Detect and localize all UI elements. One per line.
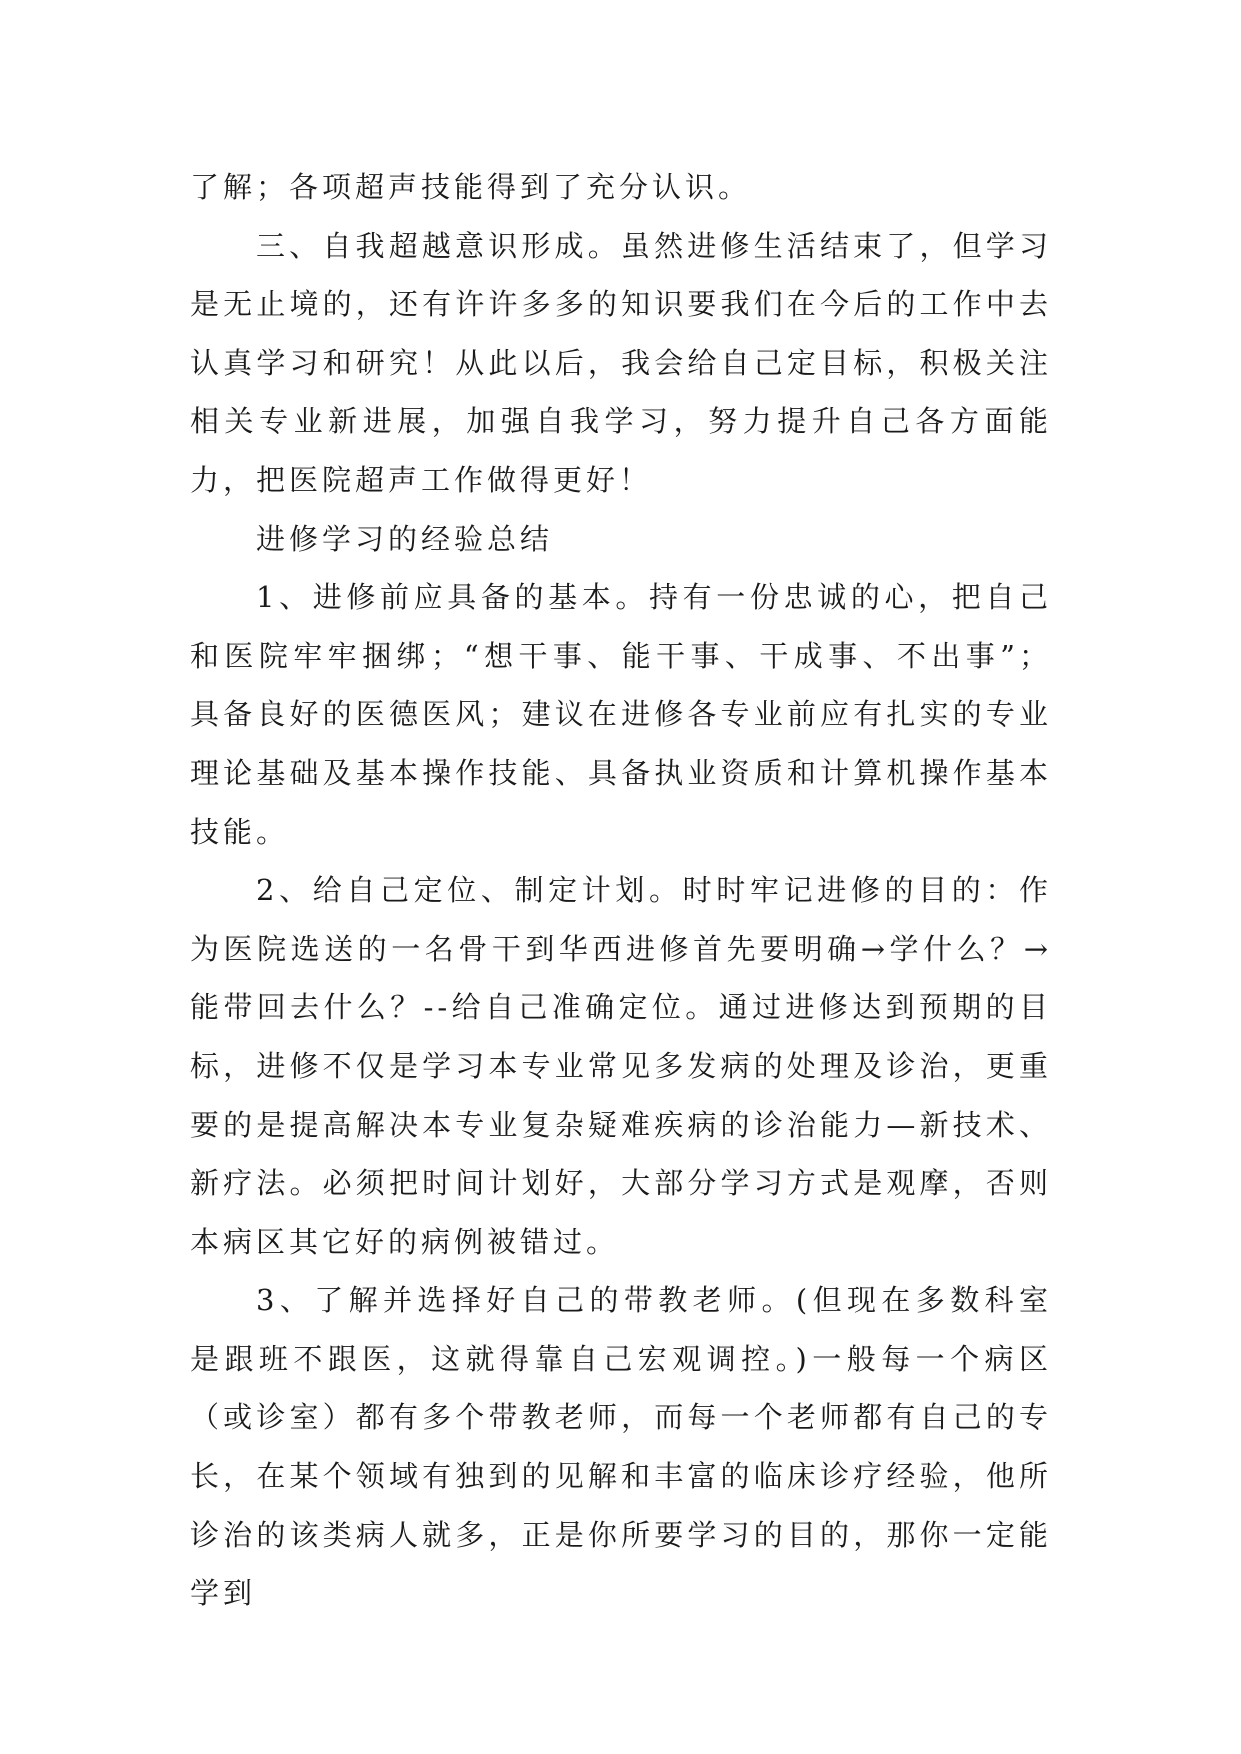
section-heading: 进修学习的经验总结	[256, 521, 554, 556]
paragraph-point-2: 2、给自己定位、制定计划。时时牢记进修的目的：作为医院选送的一名骨干到华西进修首先要明确→学什么？→能带回去什么？--给自己准确定位。通过进修达到预期的目标，进修不仅是学习本专业常见多发病的处理及诊治，更重要的是提高解决本专业复杂疑难疾病的诊治能力—新技术、新疗法。必须把时间计划好，大部分学习方式是观摩，否则本病区其它好的病例被错过。	[190, 873, 1052, 1259]
paragraph-continuation: 了解；各项超声技能得到了充分认识。	[190, 170, 752, 204]
paragraph-point-1: 1、进修前应具备的基本。持有一份忠诚的心，把自己和医院牢牢捆绑；“想干事、能干事、干成事、不出事”；具备良好的医德医风；建议在进修各专业前应有扎实的专业理论基础及基本操作技能、具备执业资质和计算机操作基本技能。	[190, 580, 1052, 849]
document-body	[190, 158, 1052, 1623]
paragraph-self-transcendence: 三、自我超越意识形成。虽然进修生活结束了，但学习是无止境的，还有许许多多的知识要我们在今后的工作中去认真学习和研究！从此以后，我会给自己定目标，积极关注相关专业新进展，加强自我学习，努力提升自己各方面能力，把医院超声工作做得更好！	[190, 228, 1052, 497]
paragraph-point-3: 3、了解并选择好自己的带教老师。(但现在多数科室是跟班不跟医，这就得靠自己宏观调控。)一般每一个病区（或诊室）都有多个带教老师，而每一个老师都有自己的专长，在某个领域有独到的见解和丰富的临床诊疗经验，他所诊治的该类病人就多，正是你所要学习的目的，那你一定能学到	[190, 1283, 1052, 1611]
